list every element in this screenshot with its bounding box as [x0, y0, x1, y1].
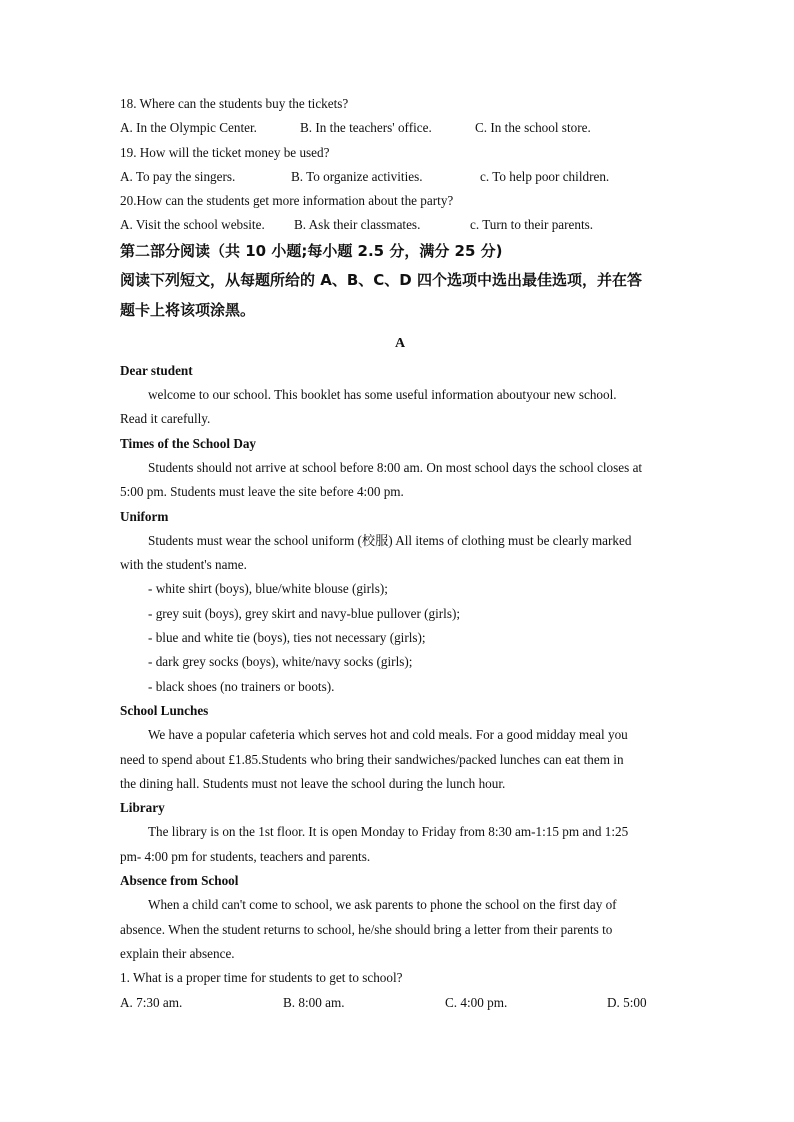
- reading-question-1: 1. What is a proper time for students to get to school?: [120, 970, 403, 986]
- question-20: 20.How can the students get more information about the party?: [120, 193, 454, 209]
- option-c: c. To help poor children.: [480, 168, 610, 184]
- uniform-item: - dark grey socks (boys), white/navy socks (girls);: [148, 654, 413, 670]
- lunch-paragraph-cont: need to spend about £1.85.Students who bring their sandwiches/packed lunches can eat them in: [120, 751, 624, 767]
- option-c: C. In the school store.: [475, 120, 591, 136]
- absence-heading: Absence from School: [120, 873, 239, 889]
- option-b: B. Ask their classmates.: [294, 217, 421, 233]
- option-a: A. In the Olympic Center.: [120, 120, 257, 136]
- passage-letter: A: [394, 335, 406, 351]
- absence-paragraph-cont: explain their absence.: [120, 945, 235, 961]
- uniform-item: - white shirt (boys), blue/white blouse (girls);: [148, 581, 388, 597]
- uniform-item: - black shoes (no trainers or boots).: [148, 678, 335, 694]
- lunch-heading: School Lunches: [120, 702, 209, 718]
- library-paragraph: The library is on the 1st floor. It is open Monday to Friday from 8:30 am-1:15 pm and 1:25: [148, 824, 629, 840]
- passage-intro: welcome to our school. This booklet has some useful information aboutyour new school.: [148, 387, 617, 403]
- option-b: B. 8:00 am.: [283, 994, 345, 1010]
- option-a: A. 7:30 am.: [120, 994, 183, 1010]
- exam-page: [120, 92, 680, 1015]
- question-18-options: [120, 116, 680, 140]
- question-19: 19. How will the ticket money be used?: [120, 144, 330, 160]
- option-a: A. To pay the singers.: [120, 168, 236, 184]
- uniform-item: - blue and white tie (boys), ties not necessary (girls);: [148, 630, 426, 646]
- option-c: C. 4:00 pm.: [445, 994, 508, 1010]
- uniform-paragraph: Students must wear the school uniform (校服) All items of clothing must be clearly marked: [148, 532, 632, 548]
- times-heading: Times of the School Day: [120, 435, 257, 451]
- option-c: c. Turn to their parents.: [470, 217, 594, 233]
- uniform-heading: Uniform: [120, 508, 169, 524]
- section-2-instruction: 阅读下列短文，从每题所给的 A、B、C、D 四个选项中选出最佳选项，并在答: [120, 270, 642, 289]
- option-d: D. 5:00: [607, 994, 647, 1010]
- times-paragraph: Students should not arrive at school before 8:00 am. On most school days the school closes at: [148, 459, 643, 475]
- uniform-paragraph-cont: with the student's name.: [120, 557, 247, 573]
- option-a: A. Visit the school website.: [120, 217, 265, 233]
- section-2-title: 第二部分阅读（共 10 小题;每小题 2.5 分，满分 25 分): [120, 241, 503, 260]
- library-paragraph-cont: pm- 4:00 pm for students, teachers and parents.: [120, 848, 371, 864]
- passage-intro-cont: Read it carefully.: [120, 411, 211, 427]
- question-18: 18. Where can the students buy the tickets?: [120, 96, 349, 111]
- uniform-item: - grey suit (boys), grey skirt and navy-blue pullover (girls);: [148, 605, 461, 621]
- lunch-paragraph-cont: the dining hall. Students must not leave the school during the lunch hour.: [120, 775, 506, 791]
- library-heading: Library: [120, 800, 165, 816]
- section-2-instruction-cont: 题卡上将该项涂黑。: [120, 300, 256, 319]
- lunch-paragraph: We have a popular cafeteria which serves hot and cold meals. For a good midday meal you: [148, 727, 628, 743]
- passage-greeting: Dear student: [120, 362, 193, 378]
- reading-question-1-options: [120, 991, 680, 1015]
- question-20-options: [120, 213, 680, 237]
- option-b: B. In the teachers' office.: [300, 120, 432, 136]
- times-paragraph-cont: 5:00 pm. Students must leave the site before 4:00 pm.: [120, 484, 404, 500]
- option-b: B. To organize activities.: [291, 168, 423, 184]
- question-19-options: [120, 165, 680, 189]
- absence-paragraph-cont: absence. When the student returns to school, he/she should bring a letter from their parents to: [120, 921, 613, 937]
- absence-paragraph: When a child can't come to school, we ask parents to phone the school on the first day of: [148, 897, 617, 913]
